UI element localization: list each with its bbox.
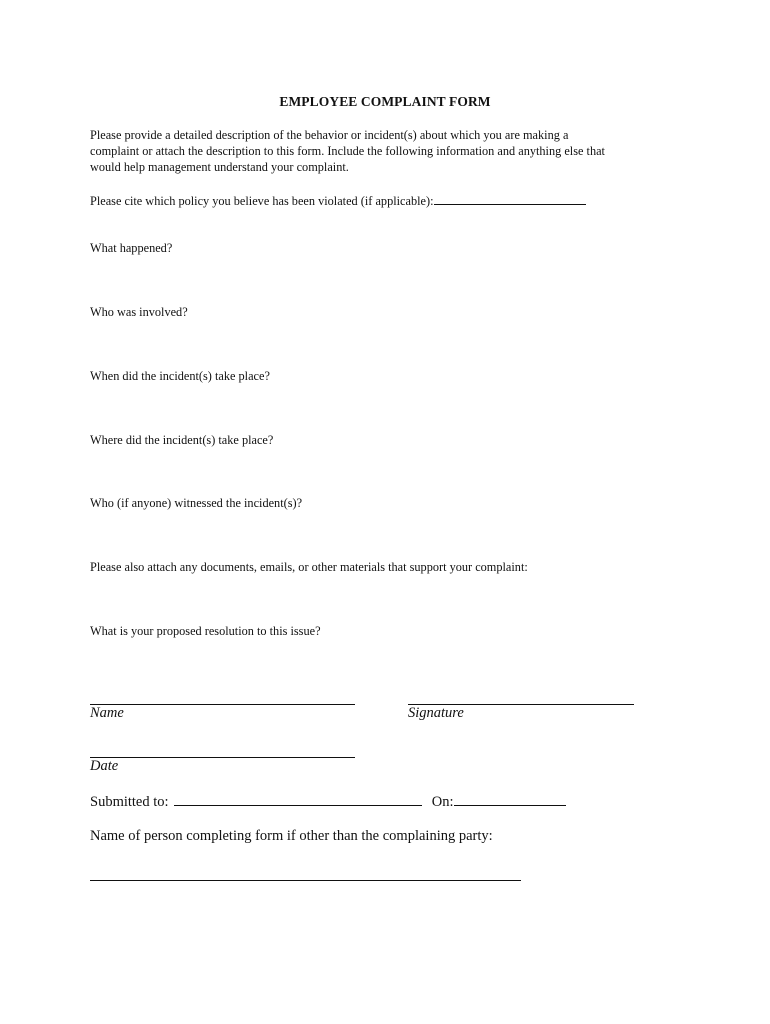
form-title: EMPLOYEE COMPLAINT FORM xyxy=(279,94,491,109)
name-line[interactable] xyxy=(90,704,355,705)
other-person-line[interactable] xyxy=(90,880,521,881)
date-label: Date xyxy=(90,758,119,774)
question-when: When did the incident(s) take place? xyxy=(90,369,270,383)
on-date-line[interactable] xyxy=(454,792,566,806)
date-line[interactable] xyxy=(90,757,355,758)
submitted-to-line[interactable] xyxy=(174,792,422,806)
question-attachments: Please also attach any documents, emails, or other materials that support your complaint: xyxy=(90,560,528,574)
signature-label: Signature xyxy=(408,705,464,721)
question-where: Where did the incident(s) take place? xyxy=(90,433,274,447)
policy-question-label: Please cite which policy you believe has been violated (if applicable): xyxy=(90,194,434,208)
intro-line: complaint or attach the description to this form. Include the following information and anything else that xyxy=(90,144,605,158)
policy-question-row xyxy=(90,193,586,209)
submitted-to-label: Submitted to: xyxy=(90,794,169,810)
on-label: On: xyxy=(431,794,454,810)
intro-line: Please provide a detailed description of the behavior or incident(s) about which you are making a xyxy=(90,128,569,142)
question-who-involved: Who was involved? xyxy=(90,305,188,319)
intro-paragraph xyxy=(90,127,605,175)
intro-line: would help management understand your complaint. xyxy=(90,160,349,174)
name-label: Name xyxy=(90,705,124,721)
question-witnesses: Who (if anyone) witnessed the incident(s)? xyxy=(90,496,303,510)
policy-answer-line[interactable] xyxy=(434,193,586,205)
other-person-label: Name of person completing form if other than the complaining party: xyxy=(90,828,493,844)
submitted-row xyxy=(90,792,566,811)
question-what-happened: What happened? xyxy=(90,241,173,255)
question-resolution: What is your proposed resolution to this issue? xyxy=(90,624,321,638)
